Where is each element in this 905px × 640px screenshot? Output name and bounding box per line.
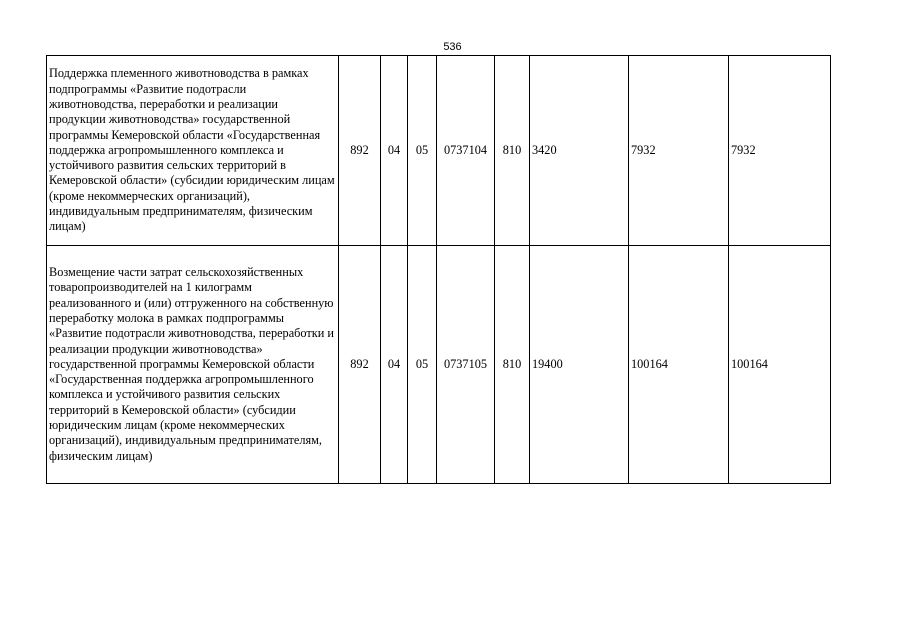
section-code: 04: [381, 246, 408, 484]
amount-cell: 100164: [629, 246, 729, 484]
ministry-code: 892: [339, 246, 381, 484]
target-article-code: 0737104: [437, 56, 495, 246]
ministry-code: 892: [339, 56, 381, 246]
table-row: [47, 56, 831, 246]
amount-cell: 7932: [729, 56, 831, 246]
budget-table: [46, 55, 831, 484]
amount-cell: 3420: [530, 56, 629, 246]
amount-cell: 100164: [729, 246, 831, 484]
row-description: Возмещение части затрат сельскохозяйственных товаропроизводителей на 1 килограмм реализованного и (или) отгруженного на собственную переработку молока в рамках подпрограммы «Развитие подотрасли животноводства, переработки и реализации продукции животноводства» государственной программы Кемеровской области «Государственная поддержка агропромышленного комплекса и устойчивого развития сельских территорий в Кемеровской области» (субсидии юридическим лицам (кроме некоммерческих организаций), индивидуальным предпринимателям, физическим лицам): [47, 246, 339, 484]
table-row: [47, 246, 831, 484]
subsection-code: 05: [408, 246, 437, 484]
row-description: Поддержка племенного животноводства в рамках подпрограммы «Развитие подотрасли животноводства, переработки и реализации продукции животноводства» государственной программы Кемеровской области «Государственная поддержка агропромышленного комплекса и устойчивого развития сельских территорий в Кемеровской области» (субсидии юридическим лицам (кроме некоммерческих организаций), индивидуальным предпринимателям, физическим лицам): [47, 56, 339, 246]
section-code: 04: [381, 56, 408, 246]
expense-type-code: 810: [495, 246, 530, 484]
target-article-code: 0737105: [437, 246, 495, 484]
subsection-code: 05: [408, 56, 437, 246]
amount-cell: 19400: [530, 246, 629, 484]
expense-type-code: 810: [495, 56, 530, 246]
page-number: 536: [443, 41, 462, 53]
amount-cell: 7932: [629, 56, 729, 246]
